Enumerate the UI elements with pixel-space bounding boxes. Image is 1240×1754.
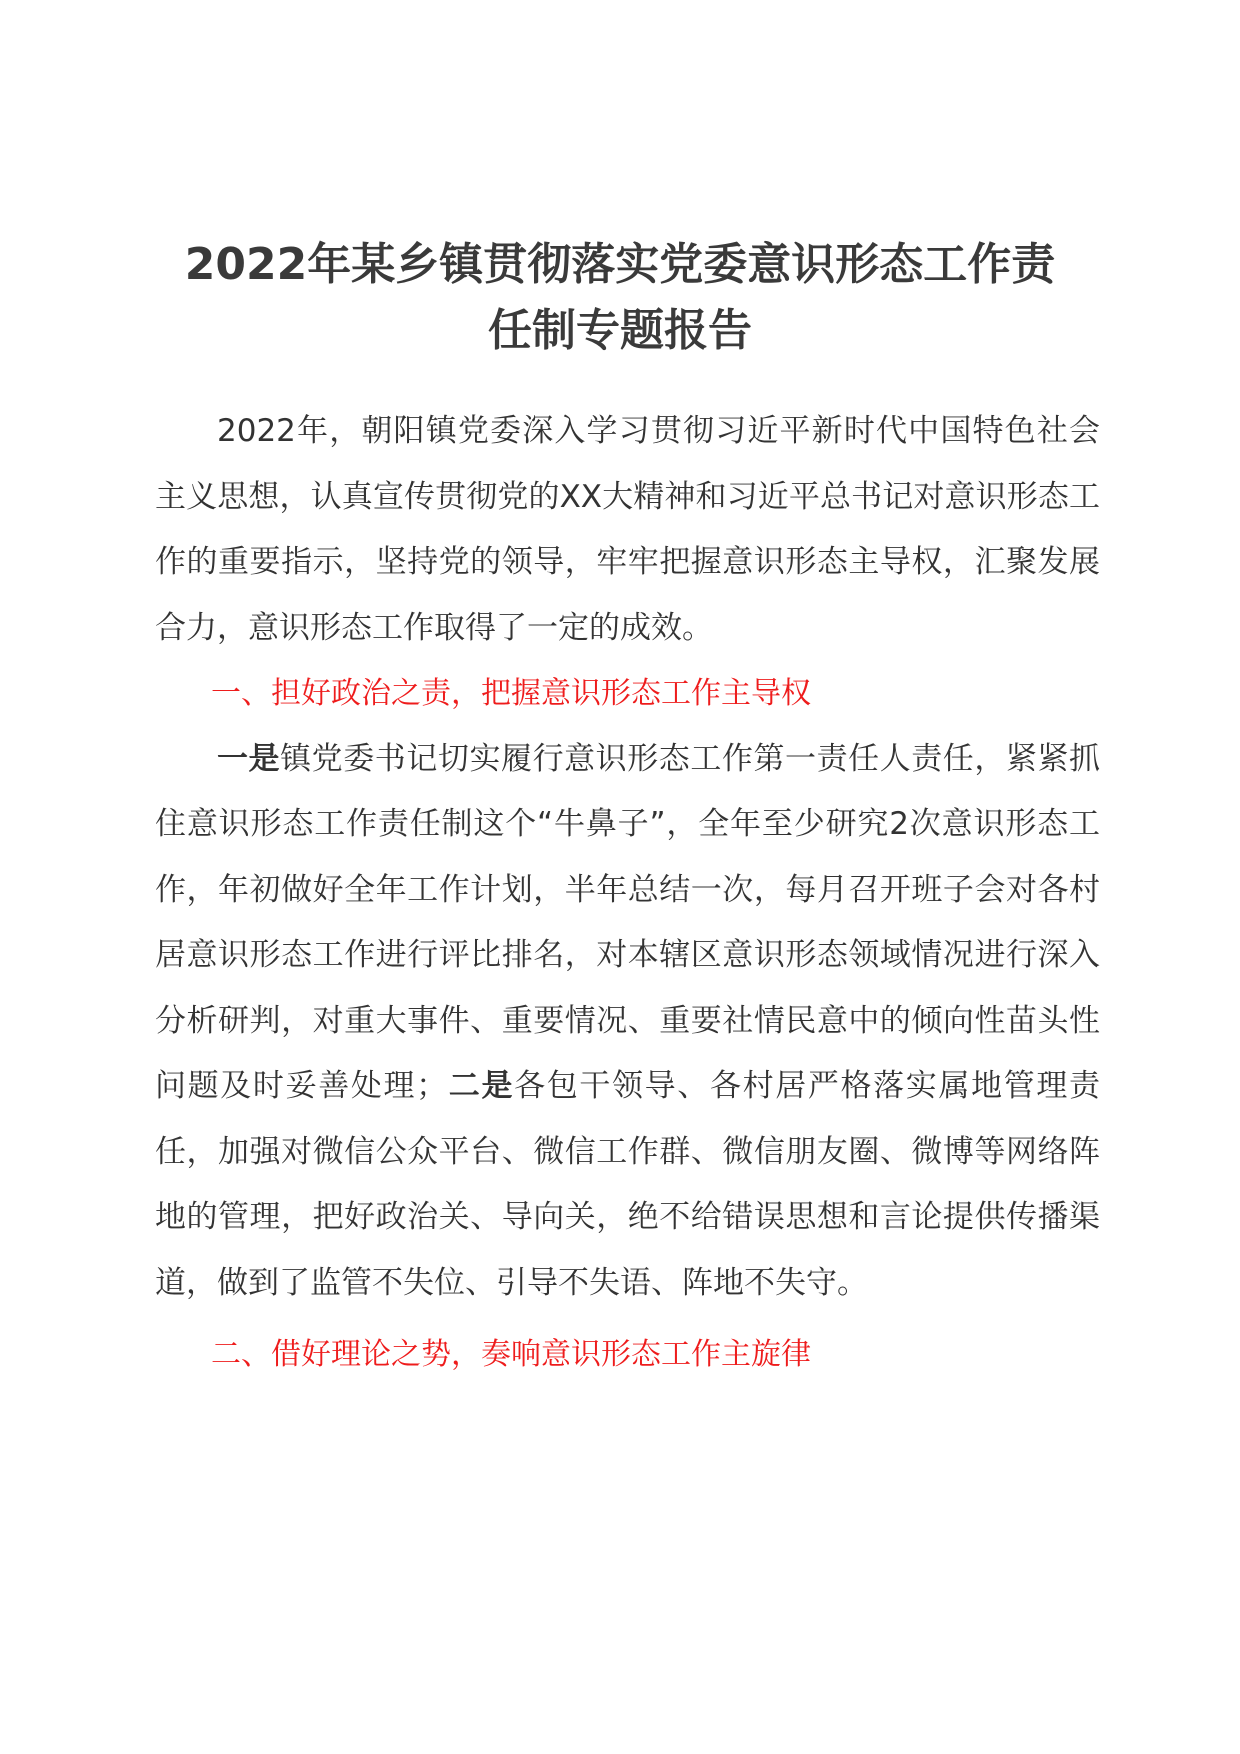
section-1-paragraph bbox=[155, 727, 1100, 1317]
section-1-heading: 一、担好政治之责，把握意识形态工作主导权 bbox=[211, 676, 811, 711]
title-line-2: 任制专题报告 bbox=[488, 305, 752, 356]
section-1-lead-2: 二是 bbox=[447, 1068, 515, 1104]
intro-paragraph: 2022年，朝阳镇党委深入学习贯彻习近平新时代中国特色社会主义思想，认真宣传贯彻党的XX大精神和习近平总书记对意识形态工作的重要指示，坚持党的领导，牢牢把握意识形态主导权，汇聚发展合力，意识形态工作取得了一定的成效。 bbox=[155, 413, 1100, 646]
section-1-lead-1: 一是 bbox=[217, 740, 281, 777]
section-2-heading: 二、借好理论之势，奏响意识形态工作主旋律 bbox=[211, 1337, 811, 1372]
title-line-1: 2022年某乡镇贯彻落实党委意识形态工作责 bbox=[184, 239, 1056, 290]
document-body bbox=[155, 399, 1100, 1388]
section-1-text-2: 各包干领导、各村居严格落实属地管理责任，加强对微信公众平台、微信工作群、微信朋友圈、微博等网络阵地的管理，把好政治关、导向关，绝不给错误思想和言论提供传播渠道，做到了监管不失位、引导不失语、阵地不失守。 bbox=[155, 1068, 1101, 1301]
document-title bbox=[140, 232, 1100, 364]
section-1-text-1: 镇党委书记切实履行意识形态工作第一责任人责任，紧紧抓住意识形态工作责任制这个“牛鼻子”，全年至少研究2次意识形态工作，年初做好全年工作计划，半年总结一次，每月召开班子会对各村居意识形态工作进行评比排名，对本辖区意识形态领域情况进行深入分析研判，对重大事件、重要情况、重要社情民意中的倾向性苗头性问题及时妥善处理； bbox=[155, 740, 1101, 1104]
